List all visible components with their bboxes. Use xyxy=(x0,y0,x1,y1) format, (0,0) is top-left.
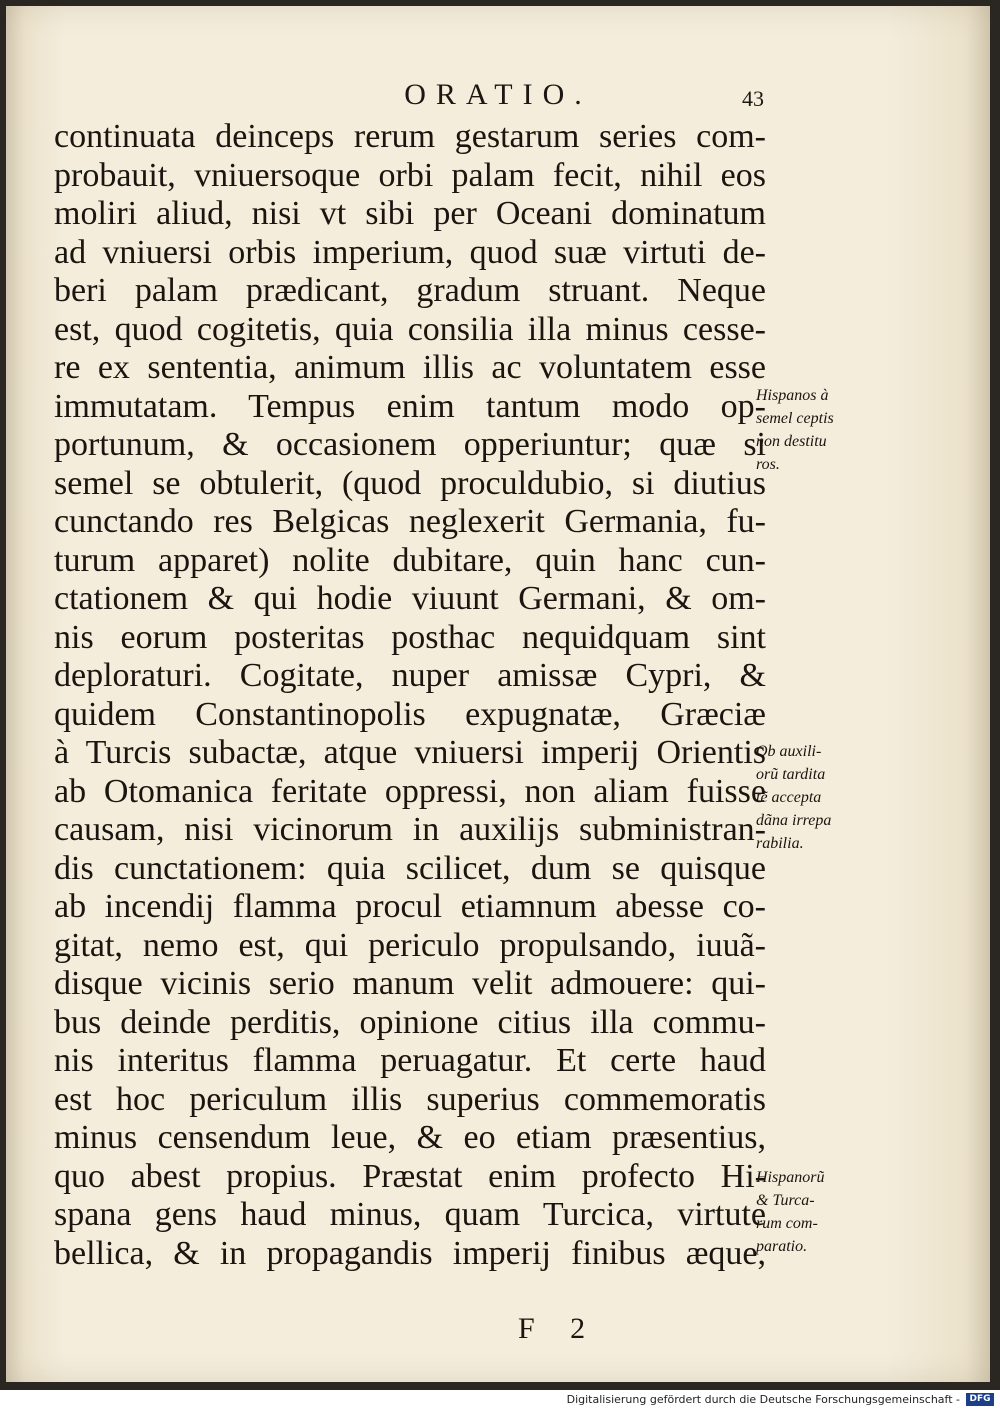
text-line: ab Otomanica feritate oppressi, non aliam fuisse xyxy=(54,772,766,810)
dfg-logo-icon: DFG xyxy=(966,1393,994,1406)
signature-mark: F 2 xyxy=(518,1312,600,1345)
margin-note-line: tẽ accepta xyxy=(756,789,822,806)
margin-note-line: paratio. xyxy=(756,1238,808,1255)
text-line: probauit, vniuersoque orbi palam fecit, nihil eos xyxy=(54,156,766,194)
text-line: est, quod cogitetis, quia consilia illa minus cesse- xyxy=(54,310,766,348)
margin-note-comparatio xyxy=(756,1166,876,1258)
text-line: quidem Constantinopolis expugnatæ, Græciæ xyxy=(54,695,766,733)
text-line: bus deinde perditis, opinione citius illa commu- xyxy=(54,1003,766,1041)
text-line: gitat, nemo est, qui periculo propulsando, iuuã- xyxy=(54,926,766,964)
text-line: nis eorum posteritas posthac nequidquam sint xyxy=(54,618,766,656)
margin-note-line: Hispanos à xyxy=(756,387,829,404)
page-number: 43 xyxy=(742,86,764,111)
margin-note-line: semel ceptis xyxy=(756,410,834,427)
text-line: est hoc periculum illis superius commemoratis xyxy=(54,1080,766,1118)
text-line: causam, nisi vicinorum in auxilijs subministran- xyxy=(54,811,766,848)
text-line: minus censendum leue, & eo etiam præsentius, xyxy=(54,1119,766,1156)
text-line: immutatam. Tempus enim tantum modo op- xyxy=(54,387,766,425)
margin-note-line: orũ tardita xyxy=(756,766,826,783)
text-line: bellica, & in propagandis imperij finibus æque, xyxy=(54,1234,766,1272)
text-line: cunctando res Belgicas neglexerit Germania, fu- xyxy=(54,503,766,540)
margin-note-line: Hispanorũ xyxy=(756,1169,825,1186)
text-line: dis cunctationem: quia scilicet, dum se quisque xyxy=(54,849,766,887)
margin-note-line: dãna irrepa xyxy=(756,812,832,829)
text-line: spana gens haud minus, quam Turcica, virtute xyxy=(54,1196,766,1233)
text-line: portunum, & occasionem opperiuntur; quæ si xyxy=(54,426,766,463)
margin-note-line: Ob auxili- xyxy=(756,743,822,760)
text-line: ad vniuersi orbis imperium, quod suæ virtuti de- xyxy=(54,233,766,271)
margin-note-line: non destitu xyxy=(756,433,827,450)
body-text xyxy=(54,118,766,1273)
margin-note-line: rabilia. xyxy=(756,835,804,852)
running-head: ORATIO. xyxy=(404,78,592,111)
text-line: turum apparet) nolite dubitare, quin hanc cun- xyxy=(54,541,766,579)
margin-note-line: rum com- xyxy=(756,1215,818,1232)
margin-note-auxiliorum xyxy=(756,740,876,855)
margin-note-hispanos xyxy=(756,384,876,476)
book-page xyxy=(6,6,990,1382)
text-line: beri palam prædicant, gradum struant. Neque xyxy=(54,272,766,309)
margin-note-line: ros. xyxy=(756,456,780,473)
text-line: disque vicinis serio manum velit admouere: qui- xyxy=(54,965,766,1002)
text-line: deploraturi. Cogitate, nuper amissæ Cypri, & xyxy=(54,657,766,694)
text-line: quo abest propius. Præstat enim profecto Hi- xyxy=(54,1157,766,1195)
text-line: nis interitus flamma peruagatur. Et certe haud xyxy=(54,1042,766,1079)
text-line: ab incendij flamma procul etiamnum abesse co- xyxy=(54,888,766,925)
text-line: moliri aliud, nisi vt sibi per Oceani dominatum xyxy=(54,195,766,232)
text-line: à Turcis subactæ, atque vniuersi imperij Orientis xyxy=(54,734,766,771)
footer-credit: Digitalisierung gefördert durch die Deutsche Forschungsgemeinschaft - xyxy=(566,1393,960,1406)
text-line: semel se obtulerit, (quod proculdubio, si diutius xyxy=(54,464,766,502)
text-line: ctationem & qui hodie viuunt Germani, & om- xyxy=(54,580,766,617)
text-line: re ex sententia, animum illis ac voluntatem esse xyxy=(54,349,766,386)
text-line: continuata deinceps rerum gestarum series com- xyxy=(54,118,766,155)
digitization-footer xyxy=(0,1390,1000,1411)
margin-note-line: & Turca- xyxy=(756,1192,815,1209)
